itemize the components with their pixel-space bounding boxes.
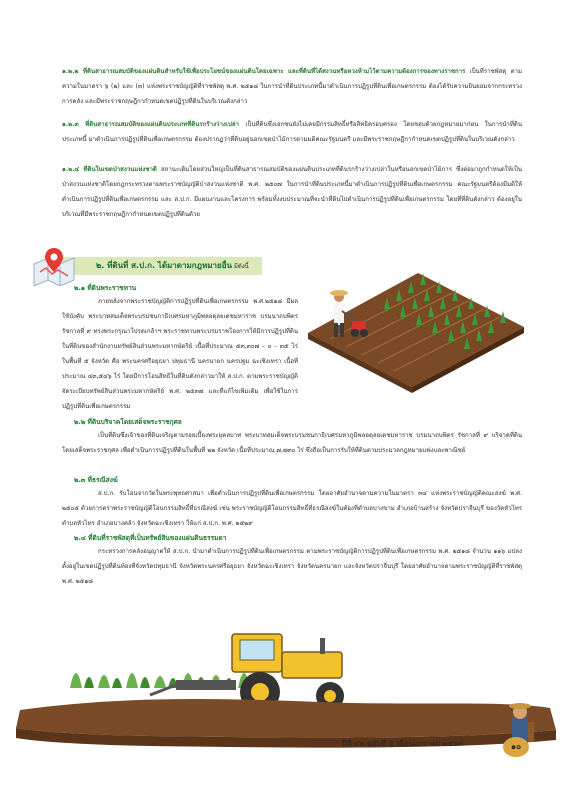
- banner-title: [96, 259, 249, 272]
- section-body-2-1: ภายหลังจากพระราชบัญญัติการปฏิรูปที่ดินเพื่อเกษตรกรรม พ.ศ.๒๕๑๘ มีผลใช้บังคับ พระบาทสมเด็จพระบรมชนกาธิเบศรมหาภูมิพลอดุลยเดชมหาราช บรมนาถบพิตร รัชกาลที่ ๙ ทรงพระกรุณาโปรดเกล้าฯ พระราชทานพระบรมราชโองการให้มีการปฏิรูปที่ดินในที่ดินของสำนักงานทรัพย์สินส่วนพระมหากษัตริย์ เนื้อที่ประมาณ ๕๓,๓๐๗ - ๐ - ๓๕ ไร่ ในพื้นที่ ๕ จังหวัด คือ พระนครศรีอยุธยา ปทุมธานี นครนายก นครปฐม ฉะเชิงเทรา เนื้อที่ประมาณ ๔๓,๕๔๖ ไร่ โดยมีการโอนสิทธิในที่ดินดังกล่าวมาให้ ส.ป.ก. ตามพระราชบัญญัติจัดระเบียบทรัพย์สินส่วนพระมหากษัตริย์ พ.ศ. ๒๕๓๗ และที่แก้ไขเพิ่มเติม เพื่อใช้ในการปฏิรูปที่ดินเพื่อเกษตรกรรม: [62, 298, 298, 410]
- paragraph-heading: ๑.๒.๒ ที่ดินสาธารณสมบัติของแผ่นดินสำหรับใช้เพื่อประโยชน์ของแผ่นดินโดยเฉพาะ และที่ดินที่ได้สงวนหรือหวงห้ามไว้ตามความต้องการของทางราชการ: [62, 68, 466, 75]
- section-body-2-2: เป็นที่ดินซึ่งเจ้าของที่ดินเจริญตามรอยเบื้องพระยุคลบาท พระบาทสมเด็จพระบรมชนกาธิเบศรมหาภูมิพลอดุลยเดชมหาราช บรมนาถบพิตร รัชกาลที่ ๙ บริจาคที่ดิน โดยเสด็จพระราชกุศล เพื่อดำเนินการปฏิรูปที่ดินในพื้นที่ ๒๒ จังหวัด เนื้อที่ประมาณ ๗,๗๓๐ ไร่ ซึ่งถือเป็นการรับให้ที่ดินตามประมวลกฎหมายแพ่งและพาณิชย์: [62, 432, 522, 454]
- paragraph-1-2-4: [62, 162, 522, 222]
- banner-title-text: ๒. ที่ดินที่ ส.ป.ก. ได้มาตามกฎหมายอื่น: [96, 261, 232, 270]
- banner-suffix: มีดังนี้: [231, 263, 249, 270]
- map-pin-icon: [30, 246, 78, 286]
- page-number-badge: ๑๐: [503, 737, 529, 757]
- section-heading-2-1: ๒.๑ ที่ดินพระราชทาน: [74, 284, 137, 292]
- paragraph-1-2-2: [62, 64, 522, 109]
- section-body-2-4: กระทรวงการคลังอนุญาตให้ ส.ป.ก. นำมาดำเนินการปฏิรูปที่ดินเพื่อเกษตรกรรม ตามพระราชบัญญัติการปฏิรูปที่ดินเพื่อเกษตรกรรม พ.ศ. ๒๕๑๘ จำนวน ๑๑๖ แปลง ตั้งอยู่ในเขตปฏิรูปที่ดินท้องที่จังหวัดปทุมธานี จังหวัดพระนครศรีอยุธยา จังหวัดฉะเชิงเทรา จังหวัดนครนายก และจังหวัดปราจีนบุรี โดยอาศัยอำนาจตามพระราชบัญญัติที่ราชพัสดุ พ.ศ. ๒๕๑๘: [62, 548, 522, 585]
- paragraph-1-2-3: [62, 117, 522, 147]
- paragraph-body: เป็นที่ราชพัสดุ ตามความในมาตรา ๖ (๒) และ (๓) แห่งพระราชบัญญัติที่ราชพัสดุ พ.ศ. ๒๕๑๘ ในการนำที่ดินประเภทนี้มาดำเนินการปฏิรูปที่ดินเพื่อเกษตรกรรม ต้องได้รับความยินยอมจากกระทรวงการคลัง และมีพระราชกฤษฎีกากำหนดเขตปฏิรูปที่ดินในบริเวณดังกล่าว: [62, 68, 522, 105]
- tractor-field-illustration: [0, 600, 562, 790]
- section-body-2-3: ส.ป.ก. รับโอนจากวัดในพระพุทธศาสนา เพื่อดำเนินการปฏิรูปที่ดินเพื่อเกษตรกรรม โดยอาศัยอำนาจตามความในมาตรา ๓๔ แห่งพระราชบัญญัติคณะสงฆ์ พ.ศ. ๒๕๐๕ ด้วยการตราพระราชบัญญัติโอนกรรมสิทธิ์ที่ธรณีสงฆ์ เช่น พระราชบัญญัติโอนกรรมสิทธิ์ที่ธรณีสงฆ์ในท้องที่ตำบลบางขาม อำเภอบ้านสร้าง จังหวัดปราจีนบุรี ของวัดหัวไทร ตำบลหัวไทร อำเภอบางคล้า จังหวัดฉะเชิงเทรา ให้แก่ ส.ป.ก. พ.ศ. ๒๕๒๙: [62, 490, 522, 527]
- paragraph-body: สถานะเดิมโดยส่วนใหญ่เป็นที่ดินสาธารณสมบัติของแผ่นดินประเภทที่ดินรกร้างว่างเปล่าในหรือนอกเขตป่าไม้การ ซึ่งต่อมาถูกกำหนดให้เป็นป่าสงวนแห่งชาติโดยกฎกระทรวงตามพระราชบัญญัติป่าสงวนแห่งชาติ พ.ศ. ๒๕๐๗ ในการนำที่ดินประเภทนี้มาดำเนินการปฏิรูปที่ดินเพื่อเกษตรกรรม คณะรัฐมนตรีต้องมีมติให้ดำเนินการปฏิรูปที่ดินเพื่อเกษตรกรรม และ ส.ป.ก. มีแผนงานและโครงการ พร้อมทั้งงบประมาณที่จะนำที่ดินไปดำเนินการปฏิรูปที่ดินเพื่อเกษตรกรรม โดยที่ที่ดินดังกล่าว ต้องอยู่ในบริเวณที่มีพระราชกฤษฎีกากำหนดเขตปฏิรูปที่ดินด้วย: [62, 166, 522, 218]
- paragraph-body: เป็นที่ดินซึ่งเอกชนยังไม่เคยมีกรรมสิทธิ์หรือสิทธิครอบครอง โดยชอบด้วยกฎหมายมาก่อน ในการนำที่ดินประเภทนี้ มาดำเนินการปฏิรูปที่ดินเพื่อเกษตรกรรม ต้องปรากฏว่าที่ดินอยู่นอกเขตป่าไม้การตามมติคณะรัฐมนตรี และมีพระราชกฤษฎีกากำหนดเขตปฏิรูปที่ดินในบริเวณดังกล่าว: [62, 121, 522, 143]
- farmer-field-illustration: [300, 263, 528, 393]
- section-heading-2-3: ๒.๓ ที่ธรณีสงฆ์: [74, 476, 118, 484]
- issue-footer: ปีที่ ๔๒ ฉบับที่ ๔ เดือนมกราคม ๒๕๖๓: [342, 739, 463, 748]
- section-heading-2-4: ๒.๔ ที่ดินที่ราชพัสดุที่เป็นทรัพย์สินของแผ่นดินธรรมดา: [74, 534, 227, 542]
- paragraph-heading: ๑.๒.๔ ที่ดินในเขตป่าสงวนแห่งชาติ: [62, 166, 157, 173]
- section-heading-2-2: ๒.๒ ที่ดินบริจาคโดยเสด็จพระราชกุศล: [74, 418, 182, 426]
- paragraph-heading: ๑.๒.๓ ที่ดินสาธารณสมบัติของแผ่นดินประเภทที่ดินรกร้างว่างเปล่า: [62, 121, 239, 128]
